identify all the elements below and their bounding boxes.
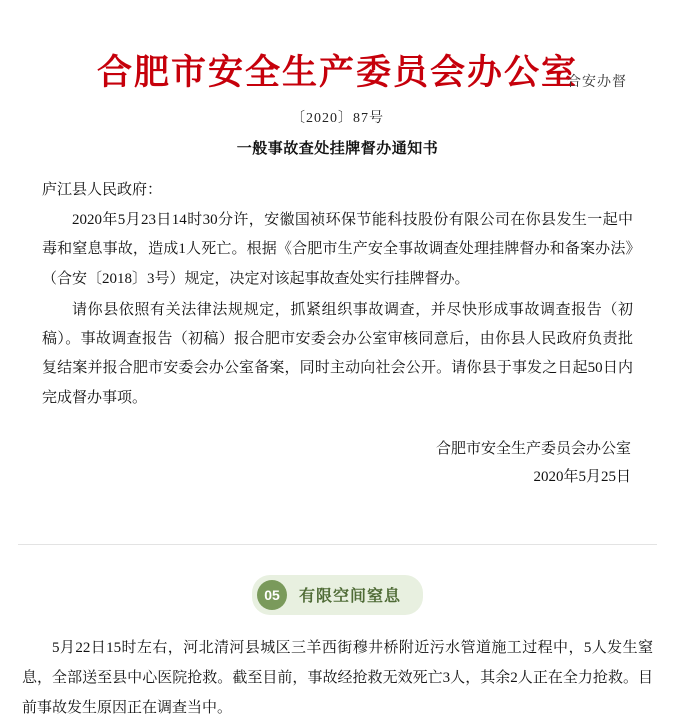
card-divider <box>18 544 657 545</box>
document-title: 一般事故查处挂牌督办通知书 <box>236 140 439 157</box>
signature-block <box>42 435 633 492</box>
section-header-band <box>0 575 675 615</box>
notice-paragraph-2: 请你县依照有关法律法规规定，抓紧组织事故调查，并尽快形成事故调查报告（初稿）。事故调查报告（初稿）报合肥市安委会办公室审核同意后，由你县人民政府负责批复结案并报合肥市安委会办公室备案，同时主动向社会公开。请你县于事发之日起50日内完成督办事项。 <box>42 301 633 406</box>
section-paragraph: 5月22日15时左右，河北清河县城区三羊西街穆井桥附近污水管道施工过程中，5人发生窒息，全部送至县中心医院抢救。截至目前，事故经抢救无效死亡3人，其余2人正在全力抢救。目前事故发生原因正在调查当中。 <box>22 639 653 716</box>
signature-date: 2020年5月25日 <box>533 469 631 486</box>
section-title: 有限空间窒息 <box>298 588 401 606</box>
addressee-line: 庐江县人民政府： <box>42 181 163 198</box>
notice-paragraph-1: 2020年5月23日14时30分许，安徽国祯环保节能科技股份有限公司在你县发生一起中毒和窒息事故，造成1人死亡。根据《合肥市生产安全事故调查处理挂牌督办和备案办法》（合安〔2018〕3号）规定，决定对该起事故查处实行挂牌督办。 <box>42 212 633 287</box>
signature-organization: 合肥市安全生产委员会办公室 <box>435 440 631 457</box>
official-notice-card <box>18 0 657 518</box>
document-number: 〔2020〕87号 <box>291 110 384 126</box>
section-number-badge: 05 <box>257 580 287 610</box>
masthead <box>42 28 633 93</box>
masthead-side-label: 合安办督 <box>567 74 627 90</box>
section-pill <box>252 575 423 615</box>
issuing-authority-title: 合肥市安全生产委员会办公室 <box>96 53 578 92</box>
